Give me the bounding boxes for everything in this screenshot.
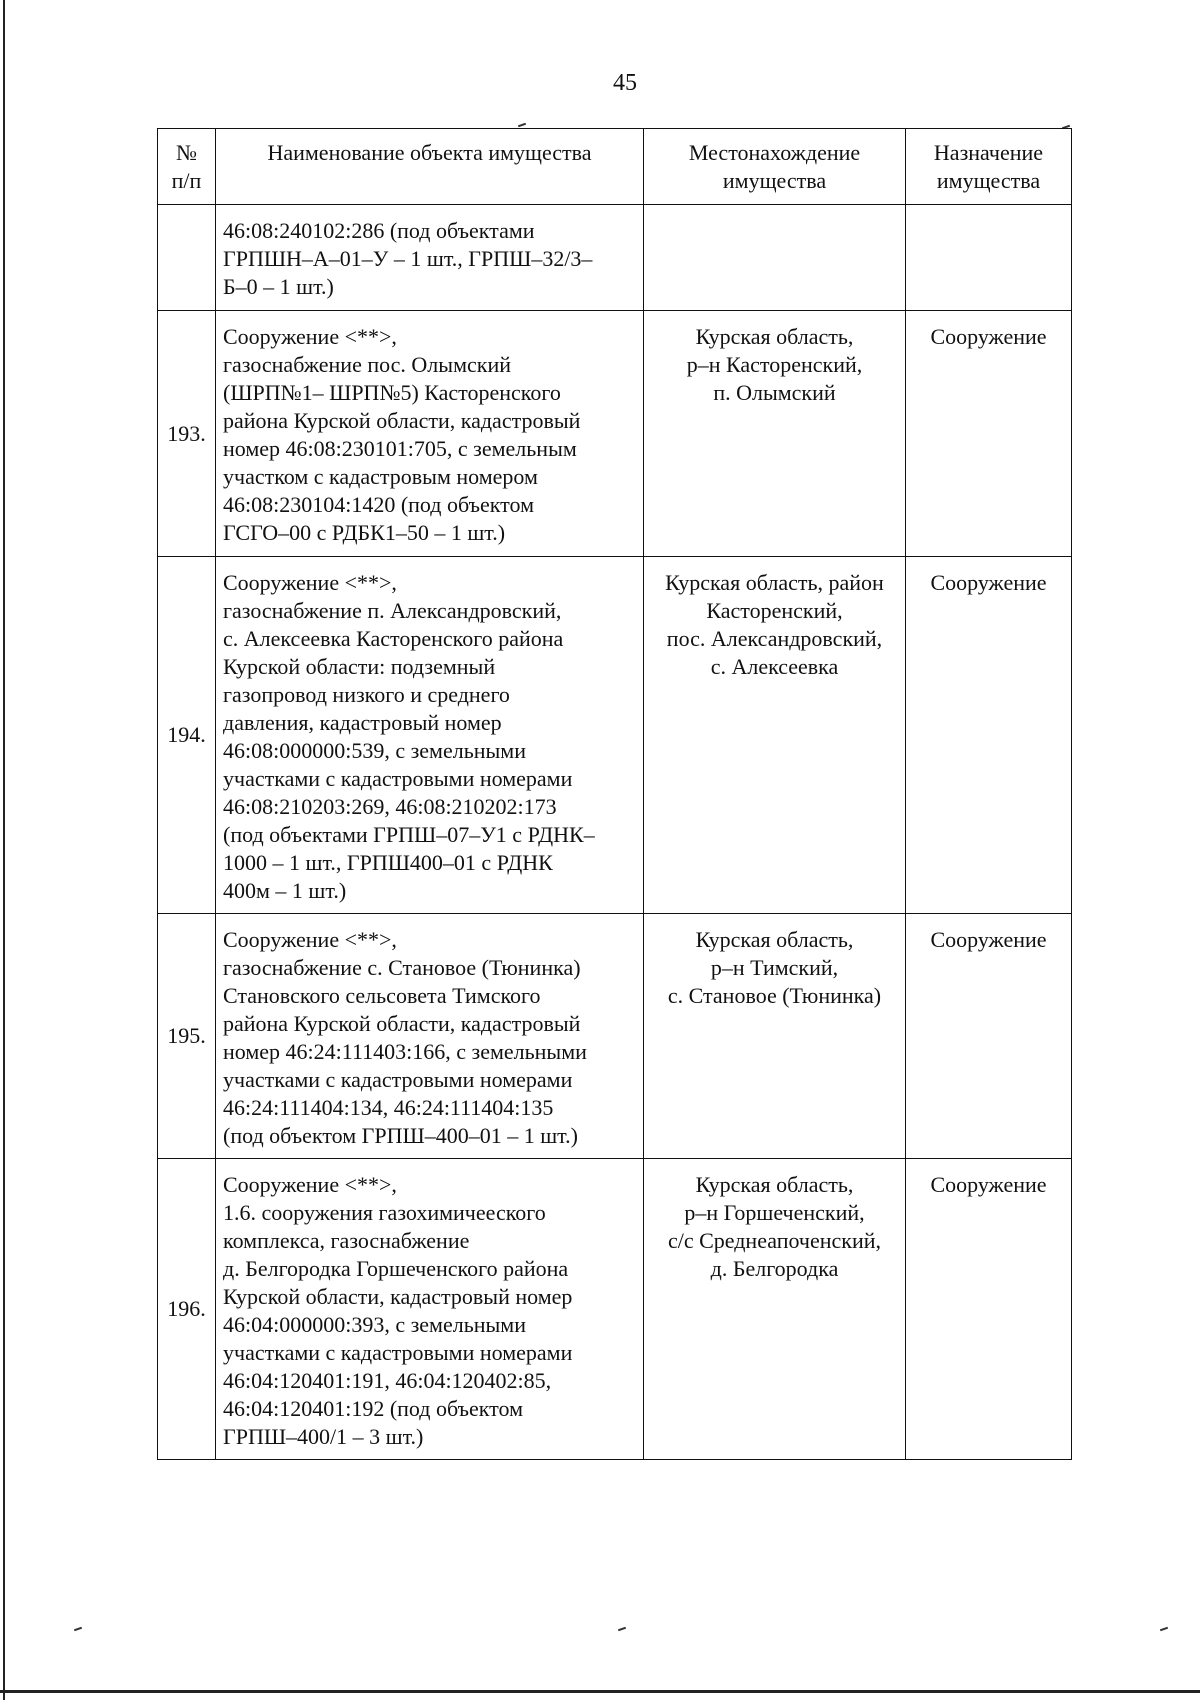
row-purpose: Сооружение	[906, 311, 1072, 557]
row-purpose: Сооружение	[906, 557, 1072, 914]
scan-left-edge	[3, 0, 5, 1700]
row-number: 194.	[158, 557, 216, 914]
header-purpose: Назначение имущества	[906, 129, 1072, 205]
row-location	[644, 205, 906, 311]
row-number: 193.	[158, 311, 216, 557]
property-table	[157, 128, 1072, 1460]
row-location: Курская область, р–н Тимский, с. Становое (Тюнинка)	[644, 914, 906, 1159]
row-location: Курская область, р–н Касторенский, п. Олымский	[644, 311, 906, 557]
row-purpose	[906, 205, 1072, 311]
scan-mark	[618, 1627, 626, 1632]
row-number: 195.	[158, 914, 216, 1159]
row-purpose: Сооружение	[906, 1159, 1072, 1460]
row-number	[158, 205, 216, 311]
row-number: 196.	[158, 1159, 216, 1460]
table-row	[158, 311, 1072, 557]
scan-bottom-edge	[0, 1690, 1200, 1693]
header-location: Местонахождение имущества	[644, 129, 906, 205]
table-row	[158, 1159, 1072, 1460]
table-row	[158, 205, 1072, 311]
scan-mark	[74, 1627, 82, 1632]
row-purpose: Сооружение	[906, 914, 1072, 1159]
header-name: Наименование объекта имущества	[216, 129, 644, 205]
table-row	[158, 914, 1072, 1159]
row-object-name: Сооружение <**>, 1.6. сооружения газохимичееского комплекса, газоснабжение д. Белгородка Горшеченского района Курской области, кадастровый номер 46:04:000000:393, с земельными участками с кадастровыми номерами 46:04:120401:191, 46:04:120402:85, 46:04:120401:192 (под объектом ГРПШ–400/1 – 3 шт.)	[216, 1159, 644, 1460]
table-header-row	[158, 129, 1072, 205]
row-object-name: Сооружение <**>, газоснабжение пос. Олымский (ШРП№1– ШРП№5) Касторенского района Курской области, кадастровый номер 46:08:230101:705, с земельным участком с кадастровым номером 46:08:230104:1420 (под объектом ГСГО–00 с РДБК1–50 – 1 шт.)	[216, 311, 644, 557]
header-number: № п/п	[158, 129, 216, 205]
row-object-name: Сооружение <**>, газоснабжение с. Становое (Тюнинка) Становского сельсовета Тимского района Курской области, кадастровый номер 46:24:111403:166, с земельными участками с кадастровыми номерами 46:24:111404:134, 46:24:111404:135 (под объектом ГРПШ–400–01 – 1 шт.)	[216, 914, 644, 1159]
row-location: Курская область, р–н Горшеченский, с/с Среднеапоченский, д. Белгородка	[644, 1159, 906, 1460]
row-object-name: 46:08:240102:286 (под объектами ГРПШН–А–01–У – 1 шт., ГРПШ–32/3– Б–0 – 1 шт.)	[216, 205, 644, 311]
table-row	[158, 557, 1072, 914]
scan-mark	[518, 123, 526, 128]
row-object-name: Сооружение <**>, газоснабжение п. Александровский, с. Алексеевка Касторенского района Курской области: подземный газопровод низкого и среднего давления, кадастровый номер 46:08:000000:539, с земельными участками с кадастровыми номерами 46:08:210203:269, 46:08:210202:173 (под объектами ГРПШ–07–У1 с РДНК– 1000 – 1 шт., ГРПШ400–01 с РДНК 400м – 1 шт.)	[216, 557, 644, 914]
row-location: Курская область, район Касторенский, пос. Александровский, с. Алексеевка	[644, 557, 906, 914]
page-number: 45	[613, 70, 637, 96]
scan-mark	[1160, 1627, 1168, 1632]
